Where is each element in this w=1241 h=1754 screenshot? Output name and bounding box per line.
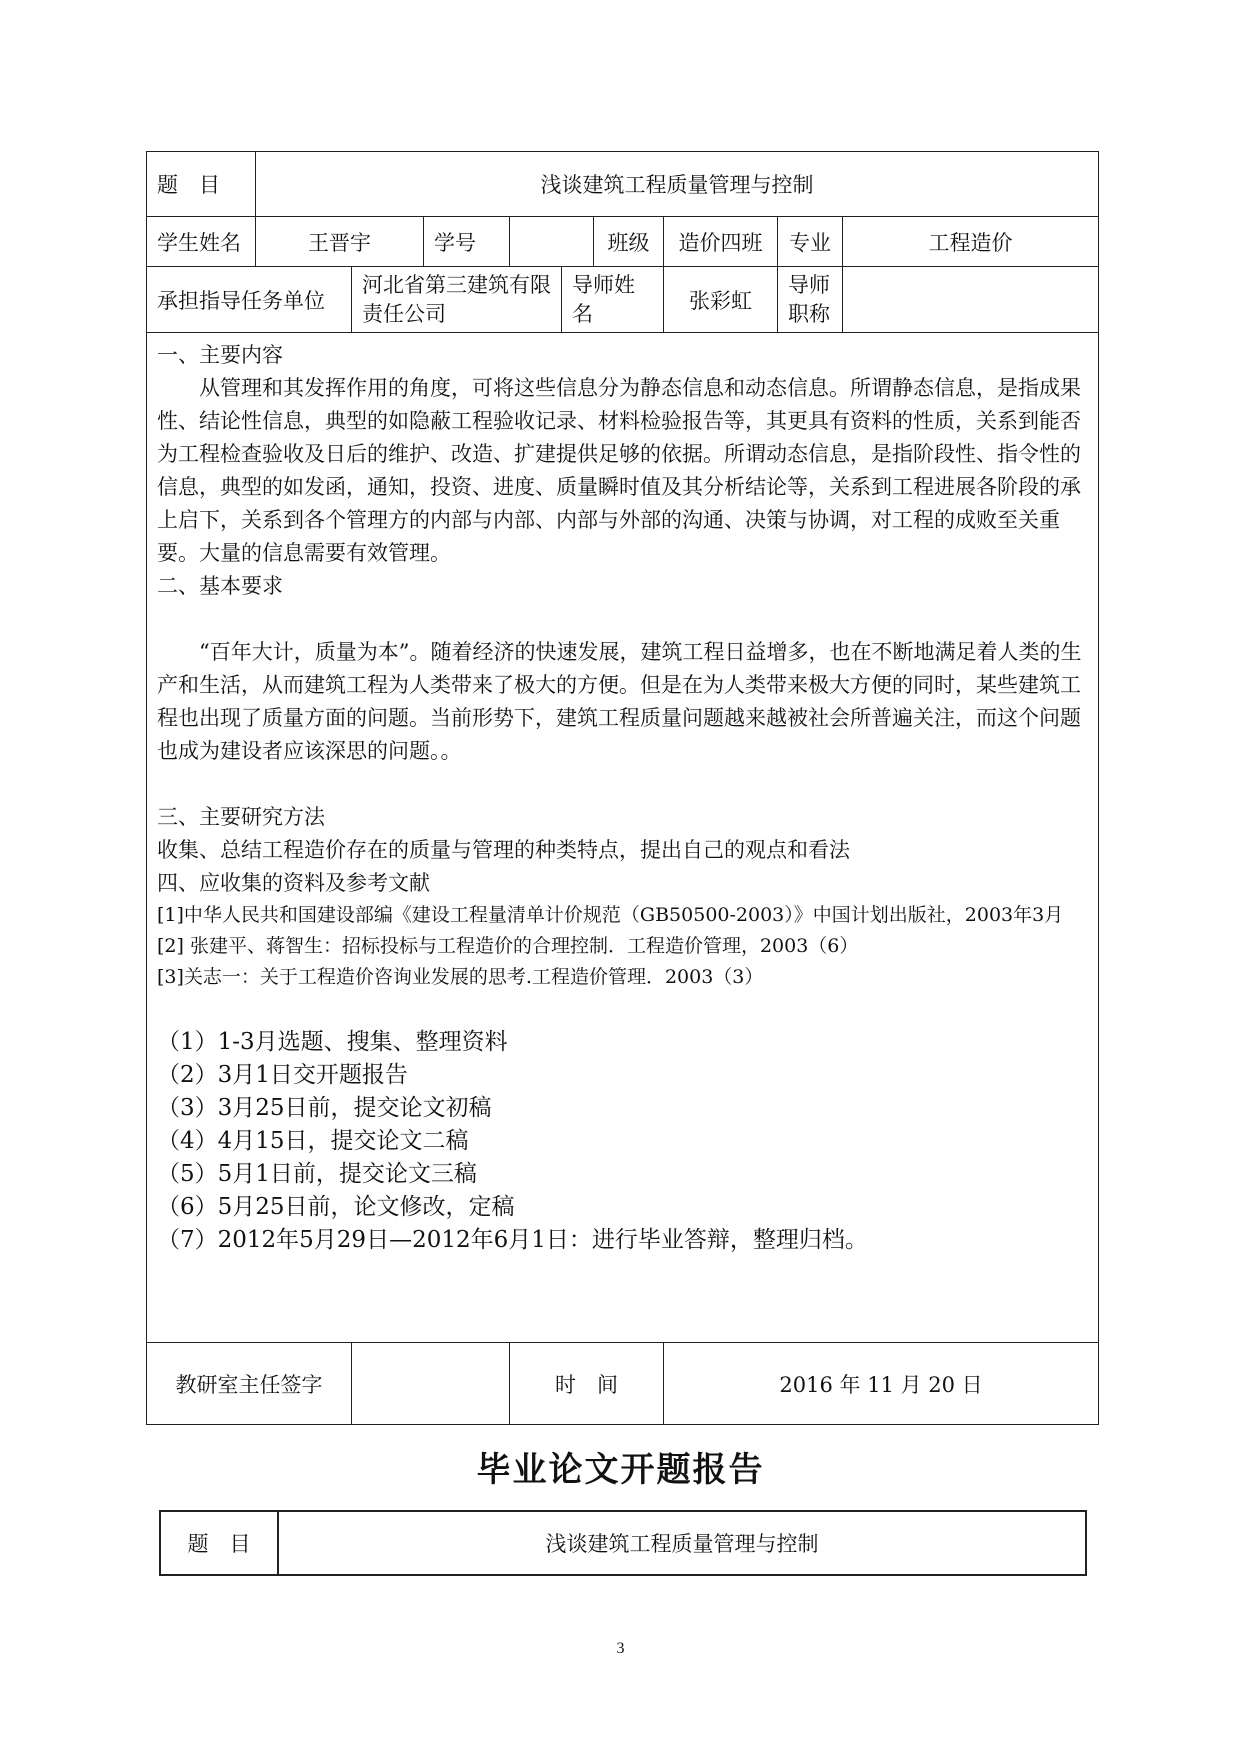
section2-body: “百年大计，质量为本”。随着经济的快速发展，建筑工程日益增多，也在不断地满足着人类的生产和生活，从而建筑工程为人类带来了极大的方便。但是在为人类带来极大方便的同时，某些建筑工程也出现了质量方面的问题。当前形势下，建筑工程质量问题越来越被社会所普遍关注，而这个问题也成为建设者应该深思的问题。。 (157, 640, 1082, 763)
second-topic-row (160, 1511, 1086, 1575)
second-topic-value: 浅谈建筑工程质量管理与控制 (278, 1511, 1086, 1575)
time-label: 时 间 (510, 1343, 664, 1425)
report-title: 毕业论文开题报告 (476, 1450, 765, 1490)
student-name-value: 王晋宇 (256, 217, 424, 267)
director-signature-label: 教研室主任签字 (147, 1343, 352, 1425)
proposal-form-table (146, 151, 1099, 1425)
advisor-name-value: 张彩虹 (664, 267, 778, 333)
advisor-title-value (843, 267, 1099, 333)
second-form-table (159, 1510, 1087, 1576)
advisor-title-label: 导师职称 (778, 267, 843, 333)
reference-item: [3]关志一：关于工程造价咨询业发展的思考.工程造价管理．2003（3） (157, 966, 764, 988)
section1-body: 从管理和其发挥作用的角度，可将这些信息分为静态信息和动态信息。所谓静态信息，是指成果性、结论性信息，典型的如隐蔽工程验收记录、材料检验报告等，其更具有资料的性质，关系到能否为工程检查验收及日后的维护、改造、扩建提供足够的依据。所谓动态信息，是指阶段性、指令性的信息，典型的如发函，通知，投资、进度、质量瞬时值及其分析结论等，关系到工程进展各阶段的承上启下，关系到各个管理方的内部与内部、内部与外部的沟通、决策与协调，对工程的成败至关重要。大量的信息需要有效管理。 (157, 376, 1081, 565)
director-signature-value (352, 1343, 510, 1425)
schedule-item: （3）3月25日前，提交论文初稿 (157, 1095, 492, 1121)
reference-item: [1]中华人民共和国建设部编《建设工程量清单计价规范（GB50500-2003）》中国计划出版社，2003年3月 (157, 904, 1064, 926)
major-label: 专业 (778, 217, 843, 267)
reference-item: [2] 张建平、蒋智生：招标投标与工程造价的合理控制．工程造价管理，2003（6） (157, 935, 859, 957)
advisor-name-label: 导师姓名 (562, 267, 664, 333)
section3-body: 收集、总结工程造价存在的质量与管理的种类特点，提出自己的观点和看法 (157, 838, 850, 862)
content-cell (147, 333, 1099, 1343)
signature-row (147, 1343, 1099, 1425)
student-name-label: 学生姓名 (147, 217, 256, 267)
schedule-item: （2）3月1日交开题报告 (157, 1062, 408, 1088)
section3-heading: 三、主要研究方法 (157, 805, 325, 829)
topic-row (147, 152, 1099, 217)
class-value: 造价四班 (664, 217, 778, 267)
section2-heading: 二、基本要求 (157, 574, 283, 598)
section1-heading: 一、主要内容 (157, 343, 283, 367)
major-value: 工程造价 (843, 217, 1099, 267)
schedule-item: （6）5月25日前，论文修改，定稿 (157, 1194, 515, 1220)
student-id-value (510, 217, 594, 267)
schedule-item: （7）2012年5月29日—2012年6月1日：进行毕业答辩，整理归档。 (157, 1227, 868, 1253)
student-row (147, 217, 1099, 267)
unit-value: 河北省第三建筑有限责任公司 (352, 267, 562, 333)
date-value: 2016 年 11 月 20 日 (664, 1343, 1099, 1425)
schedule-item: （5）5月1日前，提交论文三稿 (157, 1161, 477, 1187)
page-number: 3 (616, 1640, 625, 1657)
advisor-row (147, 267, 1099, 333)
section4-heading: 四、应收集的资料及参考文献 (157, 871, 430, 895)
topic-value: 浅谈建筑工程质量管理与控制 (256, 152, 1099, 217)
schedule-item: （1）1-3月选题、搜集、整理资料 (157, 1029, 508, 1055)
unit-label: 承担指导任务单位 (147, 267, 352, 333)
student-id-label: 学号 (424, 217, 510, 267)
content-row (147, 333, 1099, 1343)
schedule-item: （4）4月15日，提交论文二稿 (157, 1128, 469, 1154)
second-topic-label: 题 目 (160, 1511, 278, 1575)
topic-label: 题 目 (147, 152, 256, 217)
class-label: 班级 (594, 217, 664, 267)
